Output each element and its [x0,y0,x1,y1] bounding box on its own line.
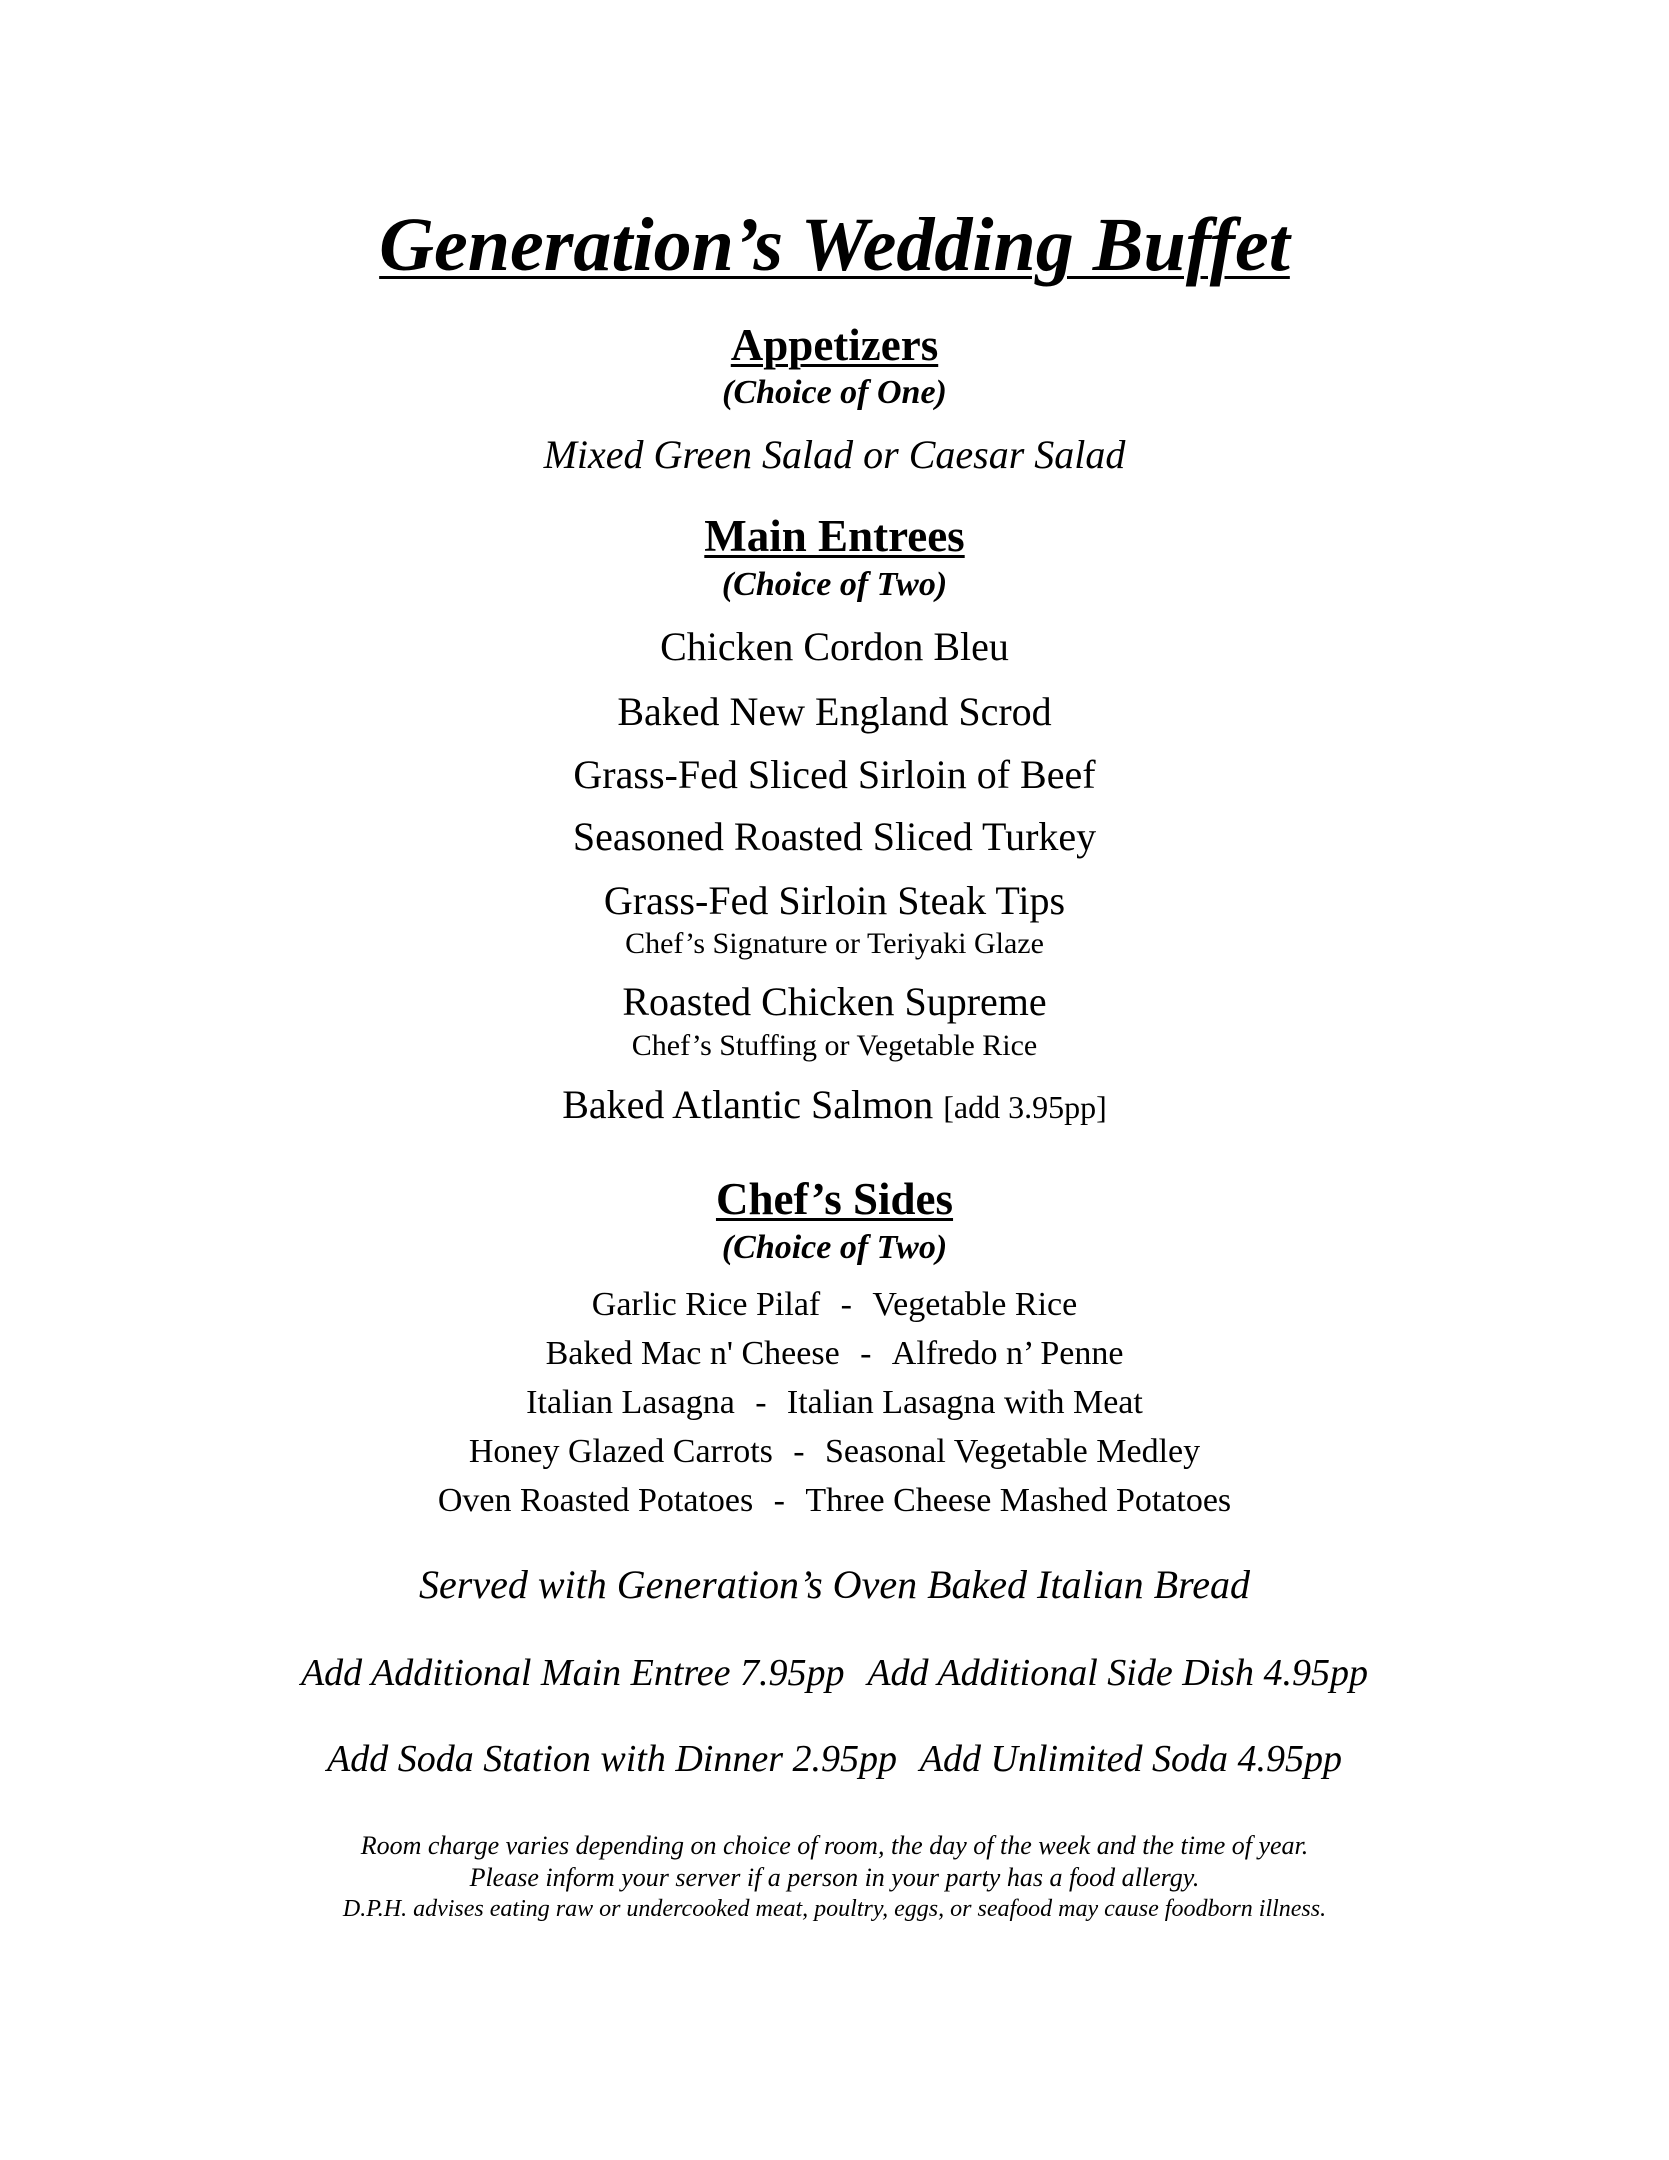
entree-item-note: Chef’s Stuffing or Vegetable Rice [631,1029,1038,1062]
addons-row-2 [0,1740,1669,1778]
appetizers-items: Mixed Green Salad or Caesar Salad [543,432,1126,477]
side-item: Oven Roasted Potatoes [437,1482,754,1519]
sides-row [0,1435,1669,1469]
entree-item: Baked New England Scrod [617,689,1052,734]
note-room-charge: Room charge varies depending on choice of room, the day of the week and the time of year. [360,1831,1309,1860]
side-item: Italian Lasagna [526,1384,735,1421]
side-item: Baked Mac n' Cheese [545,1335,840,1372]
entree-item: Grass-Fed Sirloin Steak Tips [603,878,1066,923]
sides-row [0,1484,1669,1518]
side-item: Garlic Rice Pilaf [591,1286,821,1323]
side-separator: - [840,1286,852,1323]
addons-row-1 [0,1654,1669,1692]
sides-row [0,1386,1669,1420]
sides-row [0,1337,1669,1371]
bread-note: Served with Generation’s Oven Baked Italian Bread [419,1562,1250,1607]
side-separator: - [793,1433,805,1470]
side-item: Three Cheese Mashed Potatoes [805,1482,1232,1519]
menu-title: Generation’s Wedding Buffet [379,203,1290,287]
side-separator: - [755,1384,767,1421]
side-item: Seasonal Vegetable Medley [824,1433,1201,1470]
entrees-heading: Main Entrees [704,511,965,561]
entrees-choice: (Choice of Two) [721,566,948,603]
sides-row [0,1288,1669,1322]
side-item: Italian Lasagna with Meat [786,1384,1143,1421]
addon-entree: Add Additional Main Entree 7.95pp [300,1652,845,1694]
appetizers-choice: (Choice of One) [722,374,947,411]
note-dph: D.P.H. advises eating raw or undercooked meat, poultry, eggs, or seafood may cause foodborn illness. [342,1896,1327,1922]
entree-item: Chicken Cordon Bleu [660,624,1009,669]
addon-soda-station: Add Soda Station with Dinner 2.95pp [327,1738,897,1780]
addon-unlimited-soda: Add Unlimited Soda 4.95pp [919,1738,1342,1780]
entree-item-note: Chef’s Signature or Teriyaki Glaze [625,927,1044,960]
side-separator: - [773,1482,785,1519]
entree-item: Seasoned Roasted Sliced Turkey [572,814,1097,859]
side-item: Vegetable Rice [872,1286,1078,1323]
entree-item-name: Baked Atlantic Salmon [562,1082,934,1127]
entree-item: Roasted Chicken Supreme [622,979,1047,1024]
side-item: Honey Glazed Carrots [468,1433,773,1470]
note-allergy: Please inform your server if a person in your party has a food allergy. [469,1863,1200,1892]
entree-item-price: [add 3.95pp] [943,1089,1107,1125]
appetizers-heading: Appetizers [730,320,939,370]
entree-item: Grass-Fed Sliced Sirloin of Beef [573,752,1096,797]
side-item: Alfredo n’ Penne [891,1335,1124,1372]
side-separator: - [860,1335,872,1372]
sides-heading: Chef’s Sides [715,1174,954,1224]
sides-choice: (Choice of Two) [721,1229,948,1266]
entree-item-salmon [0,1082,1669,1127]
addon-side: Add Additional Side Dish 4.95pp [867,1652,1369,1694]
